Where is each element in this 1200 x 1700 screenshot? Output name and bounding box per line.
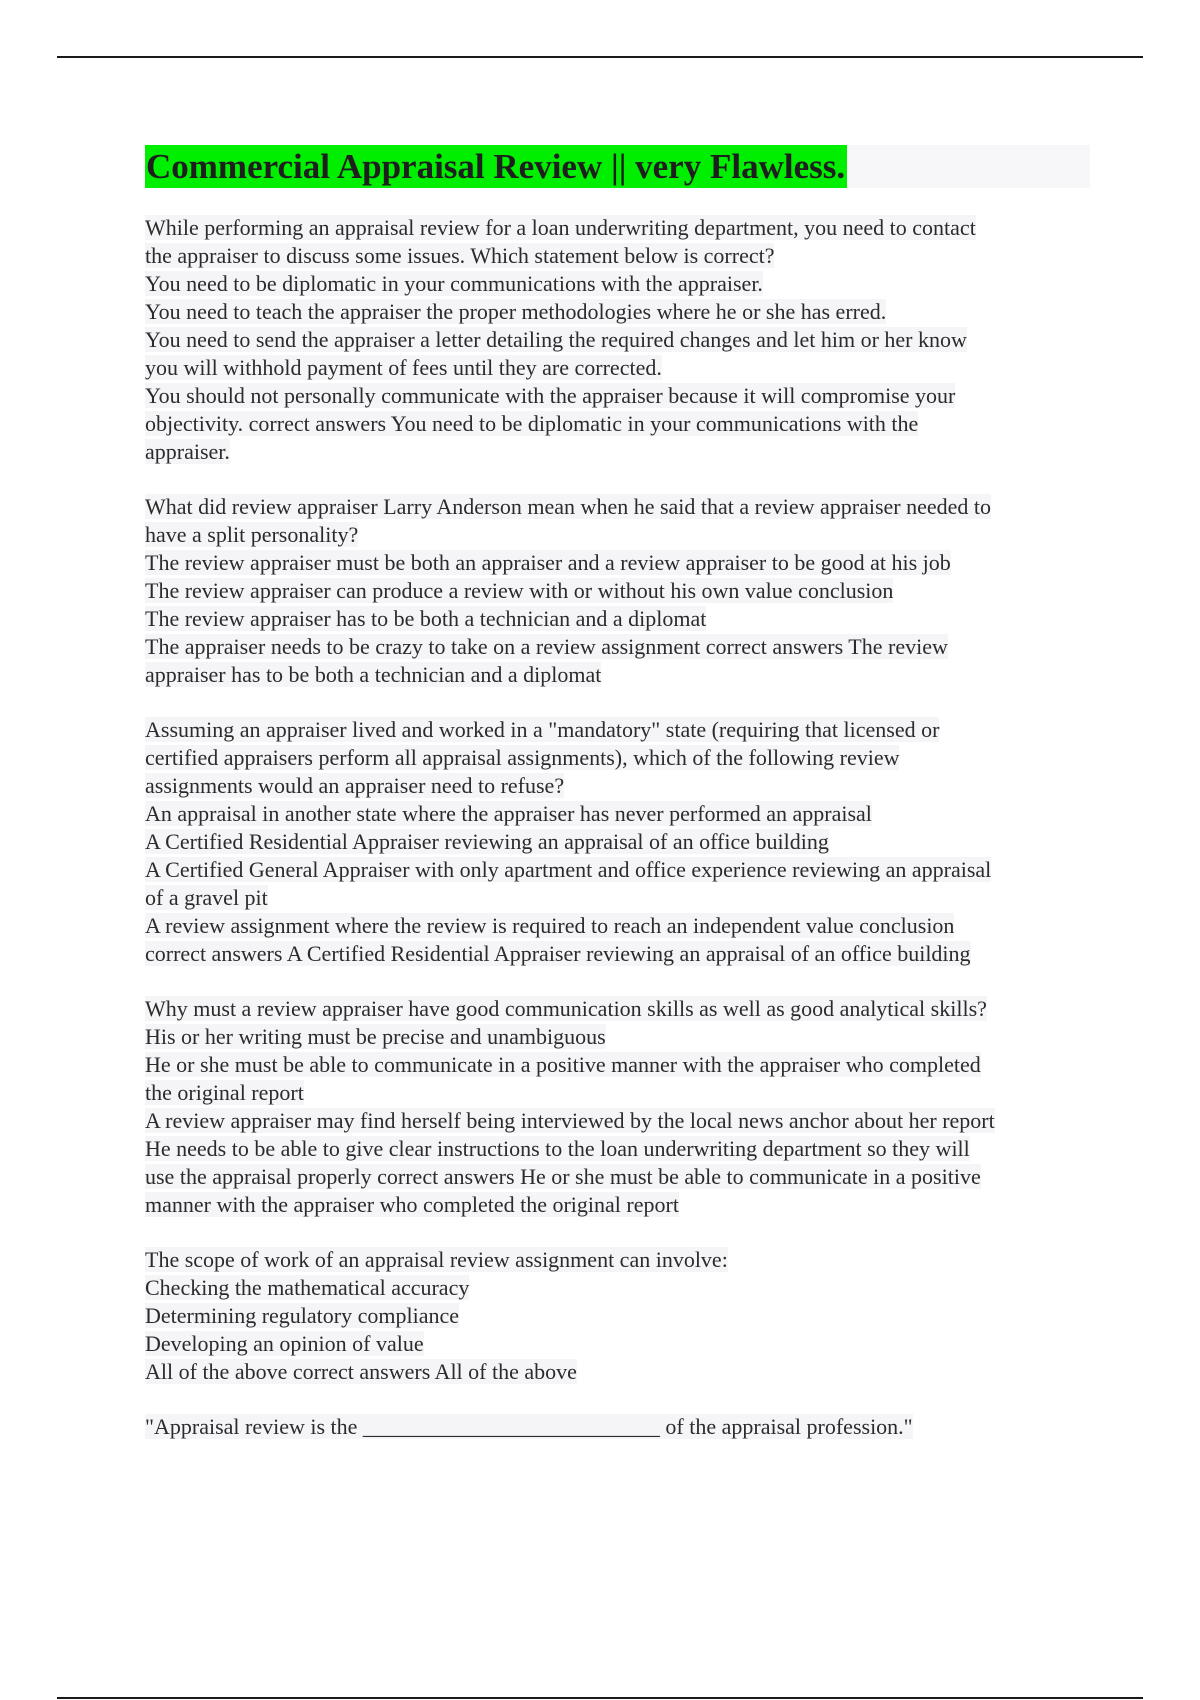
question-block xyxy=(145,1246,1090,1386)
document-body xyxy=(145,145,1090,1468)
question-block xyxy=(145,493,1090,689)
text-line: All of the above correct answers All of the above xyxy=(145,1359,577,1384)
text-line: The appraiser needs to be crazy to take on a review assignment correct answers The review xyxy=(145,634,948,659)
text-line: Developing an opinion of value xyxy=(145,1331,424,1356)
text-line: manner with the appraiser who completed the original report xyxy=(145,1192,679,1217)
title-row xyxy=(145,145,1090,188)
text-line: You need to send the appraiser a letter detailing the required changes and let him or her know xyxy=(145,327,967,352)
text-line: correct answers A Certified Residential Appraiser reviewing an appraisal of an office building xyxy=(145,941,971,966)
text-line: You need to teach the appraiser the proper methodologies where he or she has erred. xyxy=(145,299,887,324)
top-rule xyxy=(57,56,1143,58)
text-line: What did review appraiser Larry Anderson mean when he said that a review appraiser needed to xyxy=(145,494,992,519)
text-line: the original report xyxy=(145,1080,304,1105)
text-line: You should not personally communicate with the appraiser because it will compromise your xyxy=(145,383,956,408)
text-line: A Certified General Appraiser with only apartment and office experience reviewing an appraisal xyxy=(145,857,992,882)
text-line: Assuming an appraiser lived and worked in a "mandatory" state (requiring that licensed or xyxy=(145,717,940,742)
text-line: assignments would an appraiser need to refuse? xyxy=(145,773,565,798)
text-line: His or her writing must be precise and unambiguous xyxy=(145,1024,606,1049)
text-line: He needs to be able to give clear instructions to the loan underwriting department so they will xyxy=(145,1136,970,1161)
text-line: A Certified Residential Appraiser reviewing an appraisal of an office building xyxy=(145,829,829,854)
text-line: certified appraisers perform all appraisal assignments), which of the following review xyxy=(145,745,900,770)
question-block xyxy=(145,995,1090,1219)
text-line: Determining regulatory compliance xyxy=(145,1303,459,1328)
bottom-rule xyxy=(57,1697,1143,1699)
text-line: A review assignment where the review is required to reach an independent value conclusion xyxy=(145,913,955,938)
text-line: objectivity. correct answers You need to be diplomatic in your communications with the xyxy=(145,411,919,436)
text-line: of a gravel pit xyxy=(145,885,268,910)
question-block xyxy=(145,1413,1090,1441)
text-line: A review appraiser may find herself being interviewed by the local news anchor about her report xyxy=(145,1108,995,1133)
text-line: An appraisal in another state where the appraiser has never performed an appraisal xyxy=(145,801,872,826)
text-line: Why must a review appraiser have good communication skills as well as good analytical skills? xyxy=(145,996,987,1021)
text-line: The review appraiser has to be both a technician and a diplomat xyxy=(145,606,707,631)
text-line: the appraiser to discuss some issues. Which statement below is correct? xyxy=(145,243,775,268)
text-line: The review appraiser can produce a review with or without his own value conclusion xyxy=(145,578,894,603)
question-block xyxy=(145,716,1090,968)
text-line: use the appraisal properly correct answers He or she must be able to communicate in a positive xyxy=(145,1164,981,1189)
text-line: appraiser. xyxy=(145,439,230,464)
text-line: He or she must be able to communicate in a positive manner with the appraiser who completed xyxy=(145,1052,981,1077)
text-line: The review appraiser must be both an appraiser and a review appraiser to be good at his job xyxy=(145,550,951,575)
text-line: You need to be diplomatic in your communications with the appraiser. xyxy=(145,271,763,296)
text-line: have a split personality? xyxy=(145,522,359,547)
text-line: Checking the mathematical accuracy xyxy=(145,1275,470,1300)
text-line: "Appraisal review is the ___________________________ of the appraisal profession." xyxy=(145,1414,913,1439)
text-line: appraiser has to be both a technician and a diplomat xyxy=(145,662,602,687)
question-block xyxy=(145,214,1090,466)
text-line: While performing an appraisal review for a loan underwriting department, you need to contact xyxy=(145,215,976,240)
text-line: you will withhold payment of fees until they are corrected. xyxy=(145,355,662,380)
document-title: Commercial Appraisal Review || very Flawless. xyxy=(146,147,846,186)
text-line: The scope of work of an appraisal review assignment can involve: xyxy=(145,1247,728,1272)
